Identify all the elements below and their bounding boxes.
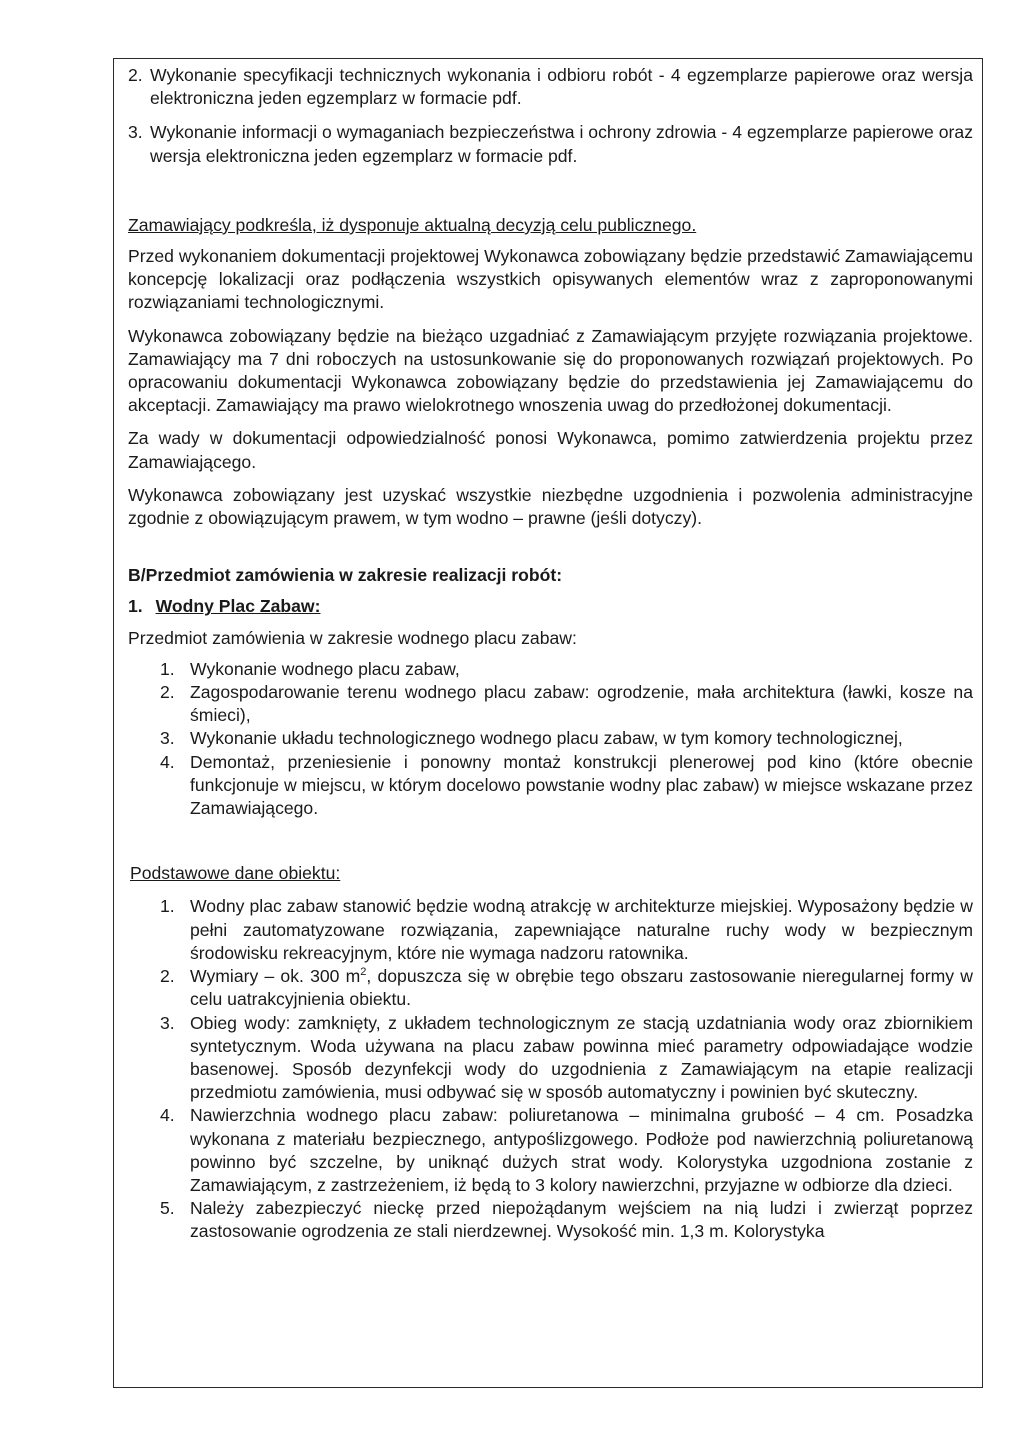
list-item (128, 751, 973, 821)
list-number: 4. (160, 751, 175, 772)
scope-intro: Przedmiot zamówienia w zakresie wodnego placu zabaw: (128, 627, 577, 648)
list-item (128, 1104, 973, 1197)
list-text-part: Wymiary – ok. 300 m (190, 966, 361, 987)
paragraph: Za wady w dokumentacji odpowiedzialność ponosi Wykonawca, pomimo zatwierdzenia projektu przez Zamawiającego. (128, 428, 973, 472)
list-number: 2. (160, 966, 175, 987)
paragraph: Przed wykonaniem dokumentacji projektowej Wykonawca zobowiązany będzie przedstawić Zamawiającemu koncepcję lokalizacji oraz podłączenia wszystkich opisywanych elementów wraz z zaproponowanymi rozwiązaniami technologicznymi. (128, 246, 973, 313)
notice-text: Zamawiający podkreśla, iż dysponuje aktualną decyzją celu publicznego. (128, 214, 697, 235)
subsection-title: Wodny Plac Zabaw: (155, 596, 321, 617)
list-text: Należy zabezpieczyć nieckę przed niepożądanym wejściem na nią ludzi i zwierząt poprzez zastosowanie ogrodzenia ze stali nierdzewnej. Wysokość min. 1,3 m. Kolorystyka (190, 1198, 973, 1242)
list-item (128, 965, 973, 1011)
list-text: Wykonanie układu technologicznego wodnego placu zabaw, w tym komory technologicznej, (190, 728, 903, 749)
paragraph: Wykonawca zobowiązany jest uzyskać wszystkie niezbędne uzgodnienia i pozwolenia administracyjne zgodnie z obowiązującym prawem, w tym wodno – prawne (jeśli dotyczy). (128, 484, 973, 529)
list-text: Demontaż, przeniesienie i ponowny montaż konstrukcji plenerowej pod kino (które obecnie funkcjonuje w miejscu, w którym docelowo powstanie wodny plac zabaw) w miejsce wskazane przez Zamawiającego. (190, 751, 973, 819)
section-heading: B/Przedmiot zamówienia w zakresie realizacji robót: (128, 565, 563, 586)
list-text: Wykonanie wodnego placu zabaw, (190, 658, 460, 679)
list-text-part: , dopuszcza się w obrębie tego obszaru zastosowanie nieregularnej formy w celu uatrakcyjnienia obiektu. (190, 966, 973, 1010)
list-number: 5. (160, 1198, 175, 1219)
basics-heading: Podstawowe dane obiektu: (130, 863, 341, 884)
list-item (128, 681, 973, 727)
list-text: Obieg wody: zamknięty, z układem technologicznym ze stacją uzdatniania wody oraz zbiornikiem syntetycznym. Woda używana na placu zabaw powinna mieć parametry odpowiadające wodzie basenowej. Sposób dezynfekcji wody do uzgodnienia z Zamawiającym na etapie realizacji przedmiotu zamówienia, musi odbywać się w sposób automatyczny i powinien być skuteczny. (190, 1012, 973, 1103)
document-body (128, 64, 973, 1244)
basics-list (128, 895, 973, 1243)
list-text: Nawierzchnia wodnego placu zabaw: poliuretanowa – minimalna grubość – 4 cm. Posadzka wykonana z materiału bezpiecznego, antypoślizgowego. Podłoże pod nawierzchnią poliuretanową powinno być szczelne, by uniknąć dużych strat wody. Kolorystyka uzgodniona zostanie z Zamawiającym, z zastrzeżeniem, iż będą to 3 kolory nawierzchni, przyjazne w odbiorze dla dzieci. (190, 1105, 973, 1195)
list-item (128, 1197, 973, 1243)
top-item-2 (128, 64, 973, 110)
list-item (128, 1012, 973, 1105)
scope-list (128, 658, 973, 820)
list-number: 1. (160, 658, 175, 679)
subsection-heading (128, 595, 973, 618)
list-number: 3. (160, 1012, 175, 1033)
list-text (190, 965, 973, 1011)
paragraph: Wykonawca zobowiązany będzie na bieżąco uzgadniać z Zamawiającym przyjęte rozwiązania projektowe. Zamawiający ma 7 dni roboczych na ustosunkowanie się do proponowanych rozwiązań projektowych. Po opracowaniu dokumentacji Wykonawca zobowiązany będzie do przedstawienia jej Zamawiającemu do akceptacji. Zamawiający ma prawo wielokrotnego wnoszenia uwag do przedłożonej dokumentacji. (128, 325, 973, 416)
list-text: Wykonanie specyfikacji technicznych wykonania i odbioru robót - 4 egzemplarze papierowe oraz wersja elektroniczna jeden egzemplarz w formacie pdf. (150, 65, 973, 109)
list-number: 3. (128, 122, 143, 143)
list-item (128, 658, 973, 681)
list-item (128, 727, 973, 750)
superscript: 2 (360, 966, 367, 979)
list-text: Zagospodarowanie terenu wodnego placu zabaw: ogrodzenie, mała architektura (ławki, kosze na śmieci), (190, 682, 973, 726)
list-number: 2. (160, 682, 175, 703)
list-number: 4. (160, 1105, 175, 1126)
list-number: 3. (160, 728, 175, 749)
subsection-number: 1. (128, 596, 143, 617)
top-item-3 (128, 121, 973, 167)
list-item (128, 895, 973, 965)
list-text: Wykonanie informacji o wymaganiach bezpieczeństwa i ochrony zdrowia - 4 egzemplarze papierowe oraz wersja elektroniczna jeden egzemplarz w formacie pdf. (150, 122, 973, 166)
list-number: 2. (128, 65, 143, 85)
list-number: 1. (160, 896, 175, 917)
list-text: Wodny plac zabaw stanowić będzie wodną atrakcję w architekturze miejskiej. Wyposażony będzie w pełni zautomatyzowane rozwiązania, zapewniające naturalne ruchy wody w bezpiecznym środowisku rekreacyjnym, które nie wymaga nadzoru ratownika. (190, 896, 973, 963)
